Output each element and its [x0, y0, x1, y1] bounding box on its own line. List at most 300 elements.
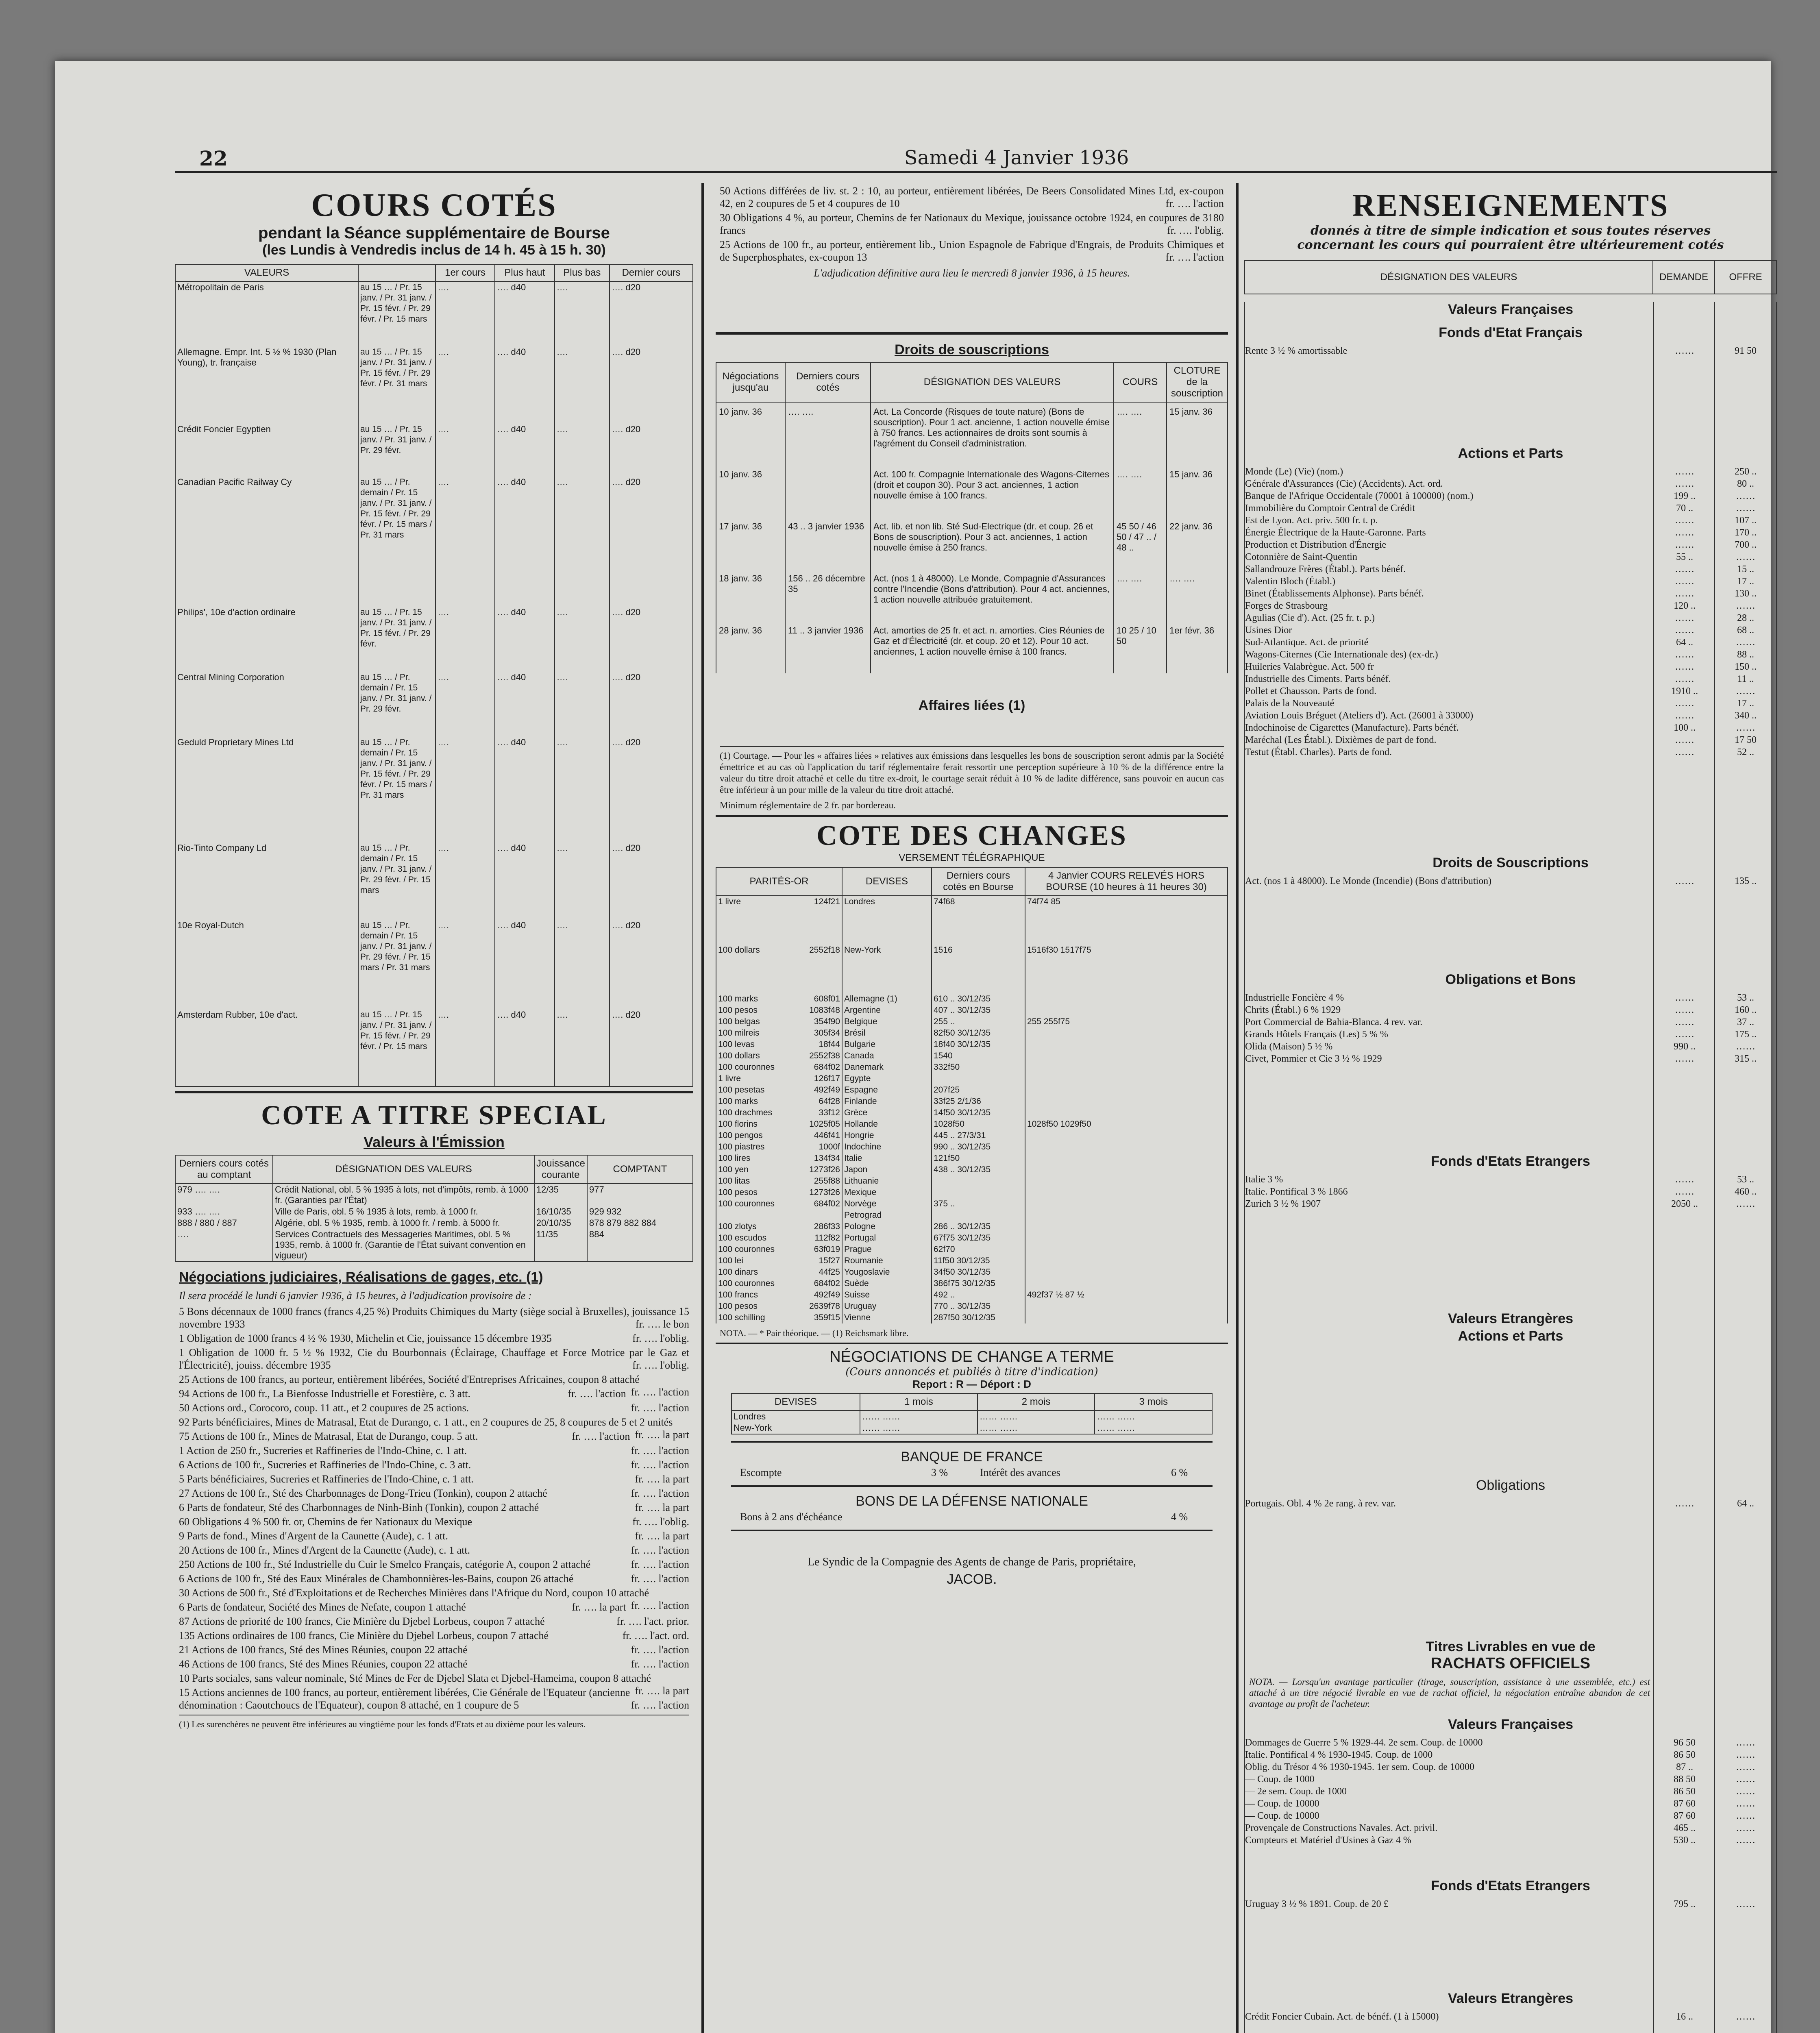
item-offre: …… — [1736, 503, 1755, 514]
item-name: Oblig. du Trésor 4 % 1930-1945. 1er sem. Coup. de 10000 — [1245, 1762, 1474, 1772]
parite-cell — [716, 1221, 842, 1232]
item-offre: …… — [1736, 1750, 1755, 1760]
item-name: Immobilière du Comptoir Central de Crédit — [1245, 503, 1415, 514]
item-price: fr. …. l'action — [631, 1573, 689, 1585]
col-header-plus-bas: Plus bas — [555, 264, 610, 281]
devise-cell: Canada — [842, 1050, 932, 1062]
hors-bourse-cell — [1025, 1141, 1228, 1153]
item-name: Provençale de Constructions Navales. Act. privil. — [1245, 1823, 1438, 1833]
valeur-terms: au 15 … / Pr. demain / Pr. 15 janv. / Pr. 31 janv. / Pr. 29 févr. / Pr. 15 mars / Pr. 31 mars — [358, 920, 435, 1009]
droit-cours: 45 50 / 46 50 / 47 .. / 48 .. — [1114, 517, 1167, 569]
col-header: DEMANDE — [1652, 261, 1714, 294]
item-text: 1 Obligation de 1000 francs 4 ½ % 1930, Michelin et Cie, jouissance 15 décembre 1935 — [179, 1332, 552, 1344]
bons-label: Bons à 2 ans d'échéance — [740, 1511, 843, 1523]
hors-bourse-cell — [1025, 1221, 1228, 1232]
parite-unit: 100 zlotys — [718, 1222, 757, 1231]
table-row — [716, 945, 1228, 993]
parite-unit: 100 dollars — [718, 945, 760, 955]
parite-value: 446f41 — [814, 1131, 840, 1140]
parite-unit: 100 pesos — [718, 1302, 758, 1311]
item-offre: …… — [1736, 723, 1755, 733]
table-row — [716, 1107, 1228, 1119]
item-offre: 68 .. — [1737, 625, 1754, 636]
item-demande: 87 60 — [1674, 1811, 1696, 1821]
table-row — [175, 737, 693, 842]
changes-nota: NOTA. — * Pair théorique. — (1) Reichsmark libre. — [720, 1328, 909, 1338]
quote-cell: …. — [555, 477, 610, 607]
item-offre: 170 .. — [1735, 527, 1757, 538]
item-offre: …… — [1736, 601, 1755, 611]
table-row — [175, 477, 693, 607]
table-row — [716, 1084, 1228, 1096]
list-item — [1245, 1798, 1776, 1810]
valeur-terms: au 15 … / Pr. 15 janv. / Pr. 31 janv. / Pr. 15 févr. / Pr. 29 févr. / Pr. 15 mars — [358, 1009, 435, 1086]
item-offre: …… — [1736, 1823, 1755, 1833]
titres-nota: NOTA. — Lorsqu'un avantage particulier (tirage, souscription, assistance à une assemblée, etc.) est attaché à un titre négocié livrable en vue de rachat officiel, la négociation entraîne abandon de cet avantage au profit de l'acheteur. — [1249, 1677, 1650, 1709]
section-fonds-etrangers: Fonds d'Etats Etrangers — [1431, 1154, 1590, 1169]
dernier-cours-cell: 438 .. 30/12/35 — [932, 1164, 1025, 1175]
table-row: New-York …… …… …… …… …… …… — [731, 1422, 1212, 1434]
table-row — [716, 1255, 1228, 1267]
item-price: fr. …. la part — [635, 1502, 689, 1513]
parite-cell — [716, 1039, 842, 1050]
list-item — [1245, 612, 1776, 624]
item-offre: …… — [1736, 1199, 1755, 1209]
list-item — [1245, 1004, 1776, 1016]
devise-cell: New-York — [842, 945, 932, 993]
parite-cell — [716, 1119, 842, 1130]
item-offre: 11 .. — [1737, 674, 1754, 684]
section-valeurs-etrangeres-2: Valeurs Etrangères — [1448, 1991, 1574, 2006]
droit-name: Act. La Concorde (Risques de toute nature) (Bons de souscription). Pour 1 act. ancienne, 1 action nouvelle émise à 750 francs. Les actionnaires de droits sont soumis à l'agrément du Conseil d'administration. — [871, 402, 1114, 465]
list-item — [1245, 1834, 1776, 1846]
list-item — [1245, 1016, 1776, 1028]
list-item — [179, 1402, 689, 1414]
parite-cell — [716, 1050, 842, 1062]
cell-prev: 933 …. …. — [175, 1206, 273, 1217]
quote-cell: …. — [435, 607, 495, 672]
hors-bourse-cell: 492f37 ½ 87 ½ — [1025, 1289, 1228, 1301]
hors-bourse-cell — [1025, 1255, 1228, 1267]
banque-title: BANQUE DE FRANCE — [901, 1449, 1043, 1465]
item-offre: 53 .. — [1737, 1174, 1754, 1185]
item-demande: …… — [1675, 540, 1694, 550]
list-item — [179, 1558, 689, 1571]
item-text: 20 Actions de 100 fr., Mines d'Argent de la Caunette (Aude), c. 1 att. — [179, 1544, 470, 1556]
table-row — [175, 1184, 693, 1206]
list-item — [179, 1572, 689, 1585]
adjudication-list — [716, 185, 1228, 263]
item-name: Wagons-Citernes (Cie Internationale des) (ex-dr.) — [1245, 649, 1438, 660]
parite-cell — [716, 1153, 842, 1164]
quote-cell: …. — [435, 477, 495, 607]
titre-special-table — [175, 1155, 693, 1262]
list-item — [179, 1686, 689, 1711]
item-offre: 175 .. — [1735, 1029, 1757, 1040]
item-price: fr. …. l'act. prior. — [616, 1615, 689, 1627]
item-demande: …… — [1675, 662, 1694, 672]
devise-cell: Yougoslavie — [842, 1267, 932, 1278]
parite-unit: 100 marks — [718, 994, 758, 1003]
quote-cell: …. — [435, 281, 495, 346]
droit-last: 156 .. 26 décembre 35 — [785, 569, 871, 621]
item-name: Italie. Pontifical 4 % 1930-1945. Coup. de 1000 — [1245, 1750, 1433, 1760]
quote-cell: …. — [555, 672, 610, 737]
parite-unit: 100 dollars — [718, 1051, 760, 1060]
item-name: Binet (Établissements Alphonse). Parts bénéf. — [1245, 588, 1424, 599]
parite-cell — [716, 1267, 842, 1278]
item-text: 75 Actions de 100 fr., Mines de Matrasal, Etat de Durango, coup. 5 att. — [179, 1430, 478, 1442]
item-text: 5 Bons décennaux de 1000 francs (francs 4,25 %) Produits Chimiques du Marty (siège social à Bruxelles), jouissance 15 novembre 1933 — [179, 1306, 689, 1330]
changes-title: COTE DES CHANGES — [816, 820, 1127, 851]
col-header: OFFRE — [1714, 261, 1776, 294]
list-item — [179, 1458, 689, 1471]
parite-cell — [716, 1301, 842, 1312]
parite-value: 63f019 — [814, 1245, 840, 1254]
table-row — [175, 1009, 693, 1086]
hors-bourse-cell — [1025, 1164, 1228, 1175]
quote-cell: …. — [435, 920, 495, 1009]
table-row — [175, 920, 693, 1009]
parite-unit: 100 dinars — [718, 1267, 758, 1277]
column-right — [1244, 183, 1777, 2033]
item-name: Aviation Louis Bréguet (Ateliers d'). Act. (26001 à 33000) — [1245, 710, 1474, 721]
list-item — [1245, 1810, 1776, 1822]
cell-name: Algérie, obl. 5 % 1935, remb. à 1000 fr. / remb. à 5000 fr. — [273, 1217, 534, 1229]
col-header-plus-haut: Plus haut — [495, 264, 554, 281]
item-offre: …… — [1736, 1041, 1755, 1052]
dernier-cours-cell — [932, 1073, 1025, 1084]
parite-cell — [716, 945, 842, 993]
dernier-cours-cell: 492 .. — [932, 1289, 1025, 1301]
dernier-cours-cell: 286 .. 30/12/35 — [932, 1221, 1025, 1232]
table-row — [716, 1232, 1228, 1244]
list-item — [1245, 722, 1776, 734]
item-demande: 96 50 — [1674, 1737, 1696, 1748]
item-text: 25 Actions de 100 fr., au porteur, entièrement lib., Union Espagnole de Fabrique d'Engrais, de Produits Chimiques et de Superphosphates, ex-coupon 13 — [720, 239, 1224, 263]
list-item — [1245, 661, 1776, 673]
item-price: fr. …. la part — [635, 1429, 689, 1441]
item-offre: …… — [1736, 686, 1755, 697]
section-fonds-etat: Fonds d'Etat Français — [1439, 325, 1583, 340]
list-item — [720, 238, 1224, 263]
col-header: Négociations jusqu'au — [716, 362, 785, 402]
devise-cell: Suède — [842, 1278, 932, 1289]
item-price: fr. …. la part — [635, 1685, 689, 1697]
item-demande: 87 .. — [1676, 1762, 1693, 1772]
table-row — [716, 1198, 1228, 1210]
col-header: PARITÉS-OR — [716, 867, 842, 896]
table-row — [716, 1050, 1228, 1062]
parite-value: 2639f78 — [809, 1302, 840, 1311]
item-text: 27 Actions de 100 fr., Sté des Charbonnages de Dong-Trieu (Tonkin), coupon 2 attaché — [179, 1487, 547, 1499]
devise-cell: Lithuanie — [842, 1175, 932, 1187]
parite-unit: 100 yen — [718, 1165, 749, 1174]
dernier-cours-cell: 11f50 30/12/35 — [932, 1255, 1025, 1267]
parite-value: 2552f38 — [809, 1051, 840, 1060]
item-offre: 107 .. — [1735, 515, 1757, 526]
dernier-cours-cell: 1028f50 — [932, 1119, 1025, 1130]
droit-date: 17 janv. 36 — [716, 517, 785, 569]
table-row — [716, 1267, 1228, 1278]
droit-name: Act. amorties de 25 fr. et act. n. amorties. Cies Réunies de Gaz et d'Électricité (dr. et coup. 20 et 12). Pour 10 act. anciennes, 1 action nouvelle émise à 100 francs. — [871, 621, 1114, 673]
parite-cell — [716, 1073, 842, 1084]
item-price: fr. …. l'action — [631, 1600, 689, 1611]
page-date: Samedi 4 Janvier 1936 — [904, 146, 1129, 169]
hors-bourse-cell — [1025, 1232, 1228, 1244]
item-demande: …… — [1675, 710, 1694, 721]
quote-cell: …. d40 — [495, 477, 554, 607]
item-name: Pollet et Chausson. Parts de fond. — [1245, 686, 1377, 697]
quote-cell: …. d40 — [495, 737, 554, 842]
list-item — [1245, 563, 1776, 575]
parite-unit: 100 marks — [718, 1097, 758, 1106]
item-name: Industrielle des Ciments. Parts bénéf. — [1245, 674, 1391, 684]
section-obligations-bons: Obligations et Bons — [1445, 972, 1576, 987]
dernier-cours-cell: 67f75 30/12/35 — [932, 1232, 1025, 1244]
item-demande: 87 60 — [1674, 1798, 1696, 1809]
item-demande: 1910 .. — [1671, 686, 1698, 697]
col-header: DEVISES — [842, 867, 932, 896]
affaires-liees: Affaires liées (1) — [918, 698, 1025, 713]
section-valeurs-francaises: Valeurs Françaises — [1448, 302, 1574, 317]
parite-value: 112f82 — [814, 1233, 840, 1243]
table-row — [716, 1278, 1228, 1289]
item-demande: 120 .. — [1674, 601, 1696, 611]
parite-unit: 100 milreis — [718, 1028, 760, 1038]
item-demande: …… — [1675, 735, 1694, 745]
item-demande: 100 .. — [1674, 723, 1696, 733]
item-price: fr. …. l'oblig. — [632, 1332, 689, 1344]
hors-bourse-cell — [1025, 1027, 1228, 1039]
table-row — [716, 1153, 1228, 1164]
list-item: Act. (nos 1 à 48000). Le Monde (Incendie) (Bons d'attribution) …… 135 .. — [1245, 876, 1757, 886]
hors-bourse-cell: 1516f30 1517f75 — [1025, 945, 1228, 993]
item-name: Grands Hôtels Français (Les) 5 % % — [1245, 1029, 1388, 1040]
list-item — [1245, 1028, 1776, 1040]
table-row — [716, 517, 1228, 569]
list-item — [179, 1487, 689, 1500]
table-row — [716, 1301, 1228, 1312]
list-item — [1245, 1785, 1776, 1798]
list-item — [1245, 575, 1776, 588]
droit-close: 15 janv. 36 — [1167, 402, 1228, 465]
list-item — [1245, 514, 1776, 527]
devise-cell: Indochine — [842, 1141, 932, 1153]
devise-cell: Roumanie — [842, 1255, 932, 1267]
parite-cell — [716, 1175, 842, 1187]
quote-cell: …. d20 — [610, 737, 693, 842]
hors-bourse-cell — [1025, 1084, 1228, 1096]
item-demande: 199 .. — [1674, 491, 1696, 501]
parite-cell — [716, 1164, 842, 1175]
terme-table — [731, 1393, 1213, 1434]
quote-cell: …. d40 — [495, 1009, 554, 1086]
col-header: 1 mois — [860, 1393, 977, 1410]
item-demande: …… — [1675, 1005, 1694, 1015]
item-text: 6 Actions de 100 fr., Sté des Eaux Minérales de Chambonnières-les-Bains, coupon 26 attaché — [179, 1573, 574, 1585]
table-row — [716, 1312, 1228, 1323]
item-offre: …… — [1736, 1762, 1755, 1772]
hors-bourse-cell — [1025, 1050, 1228, 1062]
dernier-cours-cell: 407 .. 30/12/35 — [932, 1005, 1025, 1016]
item-demande: …… — [1675, 649, 1694, 660]
parite-unit: 100 pesos — [718, 1188, 758, 1197]
table-row — [716, 1073, 1228, 1084]
valeur-name: Allemagne. Empr. Int. 5 ½ % 1930 (Plan Young), tr. française — [175, 346, 358, 424]
table-row — [716, 402, 1228, 465]
parite-value: 64f28 — [819, 1097, 840, 1106]
item-text: 30 Actions de 500 fr., Sté d'Exploitations et de Recherches Minières dans l'Afrique du Nord, coupon 10 attaché — [179, 1587, 649, 1599]
item-text: 46 Actions de 100 francs, Sté des Mines Réunies, coupon 22 attaché — [179, 1658, 468, 1670]
item-text: 30 Obligations 4 %, au porteur, Chemins de fer Nationaux du Mexique, jouissance octobre 1924, en coupures de 3180 francs — [720, 212, 1224, 236]
col-header: CLOTURE de la souscription — [1167, 362, 1228, 402]
section-actions-parts-2: Actions et Parts — [1458, 1328, 1563, 1344]
item-name: Sallandrouze Frères (Établ.). Parts bénéf. — [1245, 564, 1406, 575]
valeurs-emission-title: Valeurs à l'Émission — [364, 1134, 505, 1150]
col-header-dernier: Dernier cours — [610, 264, 693, 281]
parite-cell — [716, 1289, 842, 1301]
avances-value: 6 % — [1171, 1467, 1188, 1478]
syndic-text: Le Syndic de la Compagnie des Agents de change de Paris, propriétaire, — [808, 1556, 1136, 1568]
quote-cell: …. d20 — [610, 920, 693, 1009]
table-row — [716, 1244, 1228, 1255]
table-row — [716, 1141, 1228, 1153]
cours-cotes-subtitle: pendant la Séance supplémentaire de Bourse — [258, 224, 610, 242]
parite-unit: 100 levas — [718, 1040, 755, 1049]
parite-cell — [716, 1141, 842, 1153]
item-text: 6 Parts de fondateur, Société des Mines de Nefate, coupon 1 attaché — [179, 1601, 466, 1613]
negociations-list — [175, 1305, 693, 1711]
valeur-name: Rio-Tinto Company Ld — [175, 842, 358, 920]
cell-jouis: 20/10/35 — [534, 1217, 587, 1229]
parite-cell — [716, 1027, 842, 1039]
item-name: Port Commercial de Bahia-Blanca. 4 rev. var. — [1245, 1017, 1423, 1027]
hors-bourse-cell — [1025, 1278, 1228, 1289]
header-rule — [175, 171, 1777, 173]
changes-subtitle: VERSEMENT TÉLÉGRAPHIQUE — [899, 852, 1045, 863]
item-offre: …… — [1736, 1798, 1755, 1809]
column-middle — [716, 183, 1228, 2033]
table-row — [716, 1187, 1228, 1198]
item-text: 250 Actions de 100 fr., Sté Industrielle du Cuir le Smelco Français, catégorie A, coupon 2 attaché — [179, 1558, 591, 1570]
devise-cell: Petrograd — [842, 1210, 932, 1221]
item-demande: 465 .. — [1674, 1823, 1696, 1833]
item-demande: …… — [1675, 479, 1694, 489]
table-row — [175, 607, 693, 672]
item-name: Olida (Maison) 5 ½ % — [1245, 1041, 1333, 1052]
item-offre: 28 .. — [1737, 613, 1754, 623]
devise-cell: Italie — [842, 1153, 932, 1164]
item-name: — Coup. de 10000 — [1245, 1798, 1319, 1809]
item-demande: …… — [1675, 625, 1694, 636]
column-rule-1 — [701, 183, 704, 2033]
parite-unit: 100 schilling — [718, 1313, 765, 1322]
renseignements-body — [1244, 302, 1777, 2033]
parite-unit: 1 livre — [718, 1074, 741, 1083]
quote-cell: …. — [555, 607, 610, 672]
list-item — [1245, 1761, 1776, 1773]
quote-cell: …. d40 — [495, 920, 554, 1009]
dernier-cours-cell: 770 .. 30/12/35 — [932, 1301, 1025, 1312]
parite-cell — [716, 1312, 842, 1323]
parite-unit: 100 pesos — [718, 1006, 758, 1015]
devise-cell: Japon — [842, 1164, 932, 1175]
section-valeurs-francaises-2: Valeurs Françaises — [1448, 1717, 1574, 1732]
item-text: 60 Obligations 4 % 500 fr. or, Chemins de fer Nationaux du Mexique — [179, 1516, 472, 1528]
list-item — [179, 1473, 689, 1485]
cell-jouis: 16/10/35 — [534, 1206, 587, 1217]
quote-cell: …. d20 — [610, 281, 693, 346]
list-item — [179, 1332, 689, 1345]
devise-cell: Uruguay — [842, 1301, 932, 1312]
valeur-name: 10e Royal-Dutch — [175, 920, 358, 1009]
item-name: — Coup. de 10000 — [1245, 1811, 1319, 1821]
quote-cell: …. — [555, 346, 610, 424]
list-item — [179, 1515, 689, 1528]
hors-bourse-cell — [1025, 1187, 1228, 1198]
devise-cell: Argentine — [842, 1005, 932, 1016]
droit-last — [785, 465, 871, 517]
droit-cours: …. …. — [1114, 402, 1167, 465]
dernier-cours-cell — [932, 1187, 1025, 1198]
cell-comptant: 929 932 — [587, 1206, 693, 1217]
item-name: Huileries Valabrègue. Act. 500 fr — [1245, 662, 1374, 672]
item-text: 15 Actions anciennes de 100 francs, au porteur, entièrement libérées, Cie Générale de l'Equateur (ancienne dénomination : Caoutchoucs de l'Equateur), coupon 8 attaché, en 1 coupure de 5 — [179, 1687, 630, 1711]
item-text: 25 Actions de 100 francs, au porteur, entièrement libérées, Société d'Entreprises Africaines, coupon 8 attaché — [179, 1373, 640, 1385]
list-item — [1245, 1053, 1776, 1065]
quote-cell: …. d20 — [610, 842, 693, 920]
parite-value: 684f02 — [814, 1279, 840, 1288]
item-price: fr. …. l'action — [631, 1402, 689, 1414]
hors-bourse-cell — [1025, 1301, 1228, 1312]
droit-close: 1er févr. 36 — [1167, 621, 1228, 673]
parite-cell — [716, 1232, 842, 1244]
table-row — [716, 1096, 1228, 1107]
list-item — [179, 1305, 689, 1330]
item-offre: …… — [1736, 491, 1755, 501]
droit-cours: …. …. — [1114, 569, 1167, 621]
parite-cell — [716, 1107, 842, 1119]
item-name: Énergie Électrique de la Haute-Garonne. Parts — [1245, 527, 1426, 538]
item-offre: 15 .. — [1737, 564, 1754, 575]
parite-cell — [716, 1278, 842, 1289]
droit-date: 10 janv. 36 — [716, 465, 785, 517]
devise-cell: New-York — [731, 1422, 860, 1434]
item-name: Agulias (Cie d'). Act. (25 fr. t. p.) — [1245, 613, 1375, 623]
table-row — [716, 1119, 1228, 1130]
col-header-premier: 1er cours — [435, 264, 495, 281]
devise-cell: Suisse — [842, 1289, 932, 1301]
devise-cell: Mexique — [842, 1187, 932, 1198]
list-item — [1245, 478, 1776, 490]
item-offre: 52 .. — [1737, 747, 1754, 757]
dernier-cours-cell: 386f75 30/12/35 — [932, 1278, 1025, 1289]
item-name: Monde (Le) (Vie) (nom.) — [1245, 466, 1343, 477]
list-item — [1245, 1040, 1776, 1053]
item-offre: 160 .. — [1735, 1005, 1757, 1015]
item-name: Est de Lyon. Act. priv. 500 fr. t. p. — [1245, 515, 1378, 526]
item-text: 1 Obligation de 1000 fr. 5 ½ % 1932, Cie du Bourbonnais (Éclairage, Chauffage et Force Motrice par le Gaz et l'Électricité), jouiss. décembre 1935 — [179, 1347, 689, 1371]
item-demande: 86 50 — [1674, 1786, 1696, 1797]
table-row — [716, 1039, 1228, 1050]
quote-cell: …. — [435, 1009, 495, 1086]
item-demande: …… — [1675, 1029, 1694, 1040]
droit-date: 28 janv. 36 — [716, 621, 785, 673]
dernier-cours-cell: 82f50 30/12/35 — [932, 1027, 1025, 1039]
page-number: 22 — [199, 146, 228, 170]
list-item — [1245, 673, 1776, 685]
